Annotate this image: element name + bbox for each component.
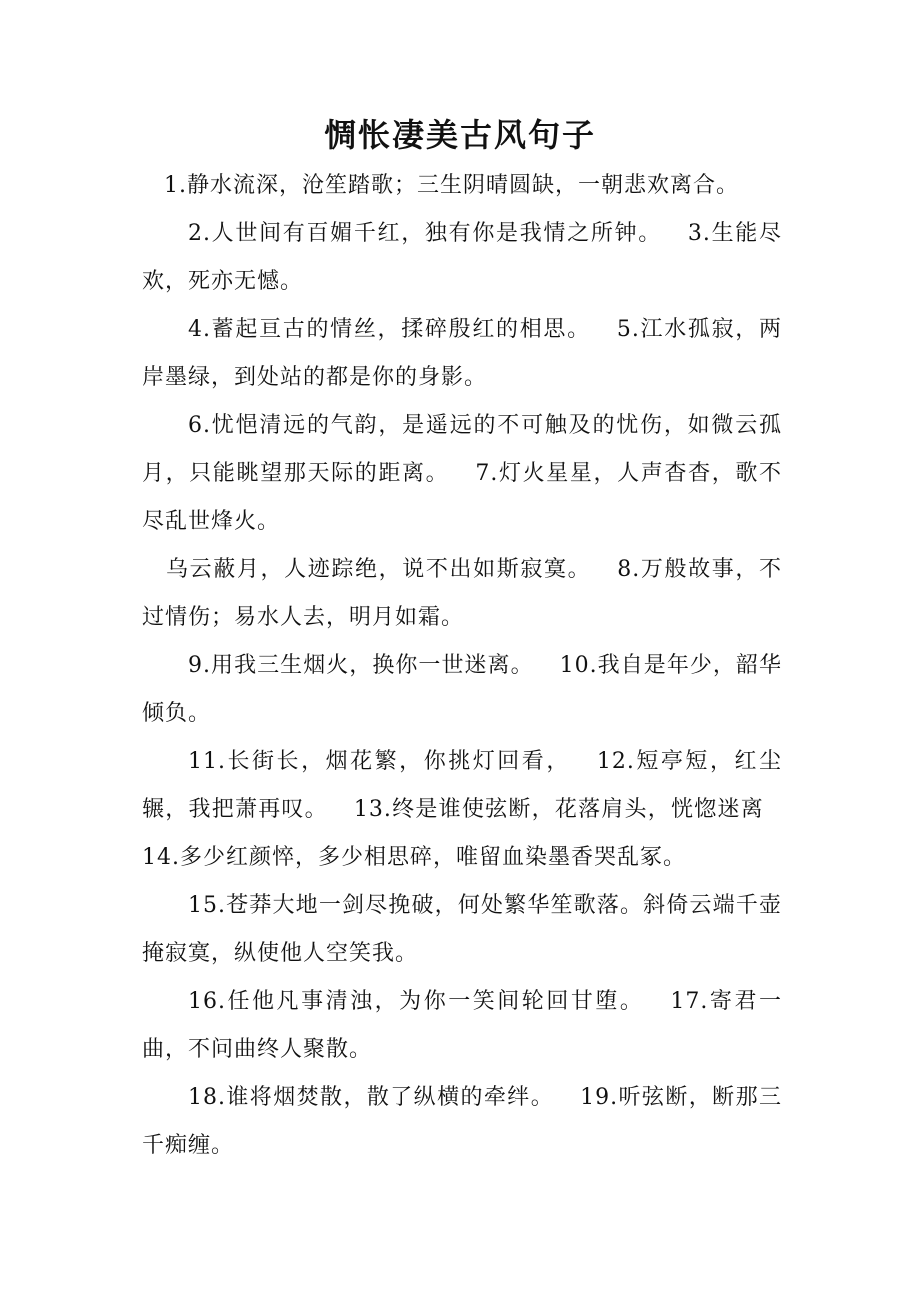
paragraph-6	[142, 642, 782, 738]
sentence-16: 16.任他凡事清浊，为你一笑间轮回甘堕。	[188, 989, 645, 1014]
sentence-13: 13.终是谁使弦断，花落肩头，恍惚迷离	[353, 797, 764, 822]
sentence-14: 14.多少红颜悴，多少相思碎，唯留血染墨香哭乱冢。	[142, 845, 686, 870]
sentence-7-continued: 乌云蔽月，人迹踪绝，说不出如斯寂寞。	[166, 557, 592, 582]
paragraph-8	[142, 882, 782, 978]
document-body	[142, 162, 782, 1170]
sentence-6: 6.忧悒清远的气韵，是遥远的不可触及的忧伤，如微云孤月，只能眺望那天际的距离。	[142, 413, 782, 486]
sentence-1: 1.静水流深，沧笙踏歌；三生阴晴圆缺，一朝悲欢离合。	[164, 173, 739, 198]
sentence-8: 8.万般故事，不过情伤；易水人去，明月如霜。	[142, 557, 782, 630]
sentence-10: 10.我自是年少，韶华倾负。	[142, 653, 782, 726]
sentence-12: 12.短亭短，红尘辗，我把萧再叹。	[142, 749, 782, 822]
sentence-18: 18.谁将烟焚散，散了纵横的牵绊。	[188, 1085, 555, 1110]
paragraph-10	[142, 1074, 782, 1170]
document-title: 惆怅凄美古风句子	[323, 116, 596, 154]
paragraph-9	[142, 978, 782, 1074]
sentence-4: 4.蓄起亘古的情丝，揉碎殷红的相思。	[188, 317, 591, 342]
sentence-7: 7.灯火星星，人声杳杳，歌不尽乱世烽火。	[142, 461, 782, 534]
paragraph-4	[142, 402, 782, 546]
paragraph-3	[142, 306, 782, 402]
paragraph-2	[142, 210, 782, 306]
paragraph-7	[142, 738, 782, 882]
sentence-2: 2.人世间有百媚千红，独有你是我情之所钟。	[188, 221, 662, 246]
sentence-5: 5.江水孤寂，两岸墨绿，到处站的都是你的身影。	[142, 317, 782, 390]
sentence-15: 15.苍莽大地一剑尽挽破，何处繁华笙歌落。斜倚云端千壶掩寂寞，纵使他人空笑我。	[142, 893, 782, 966]
paragraph-5	[142, 546, 782, 642]
sentence-9: 9.用我三生烟火，换你一世迷离。	[188, 653, 534, 678]
sentence-11: 11.长街长，烟花繁，你挑灯回看，	[188, 749, 571, 774]
sentence-3: 3.生能尽欢，死亦无憾。	[142, 221, 782, 294]
paragraph-1	[142, 162, 782, 210]
sentence-17: 17.寄君一曲，不问曲终人聚散。	[142, 989, 782, 1062]
sentence-19: 19.听弦断，断那三千痴缠。	[142, 1085, 782, 1158]
